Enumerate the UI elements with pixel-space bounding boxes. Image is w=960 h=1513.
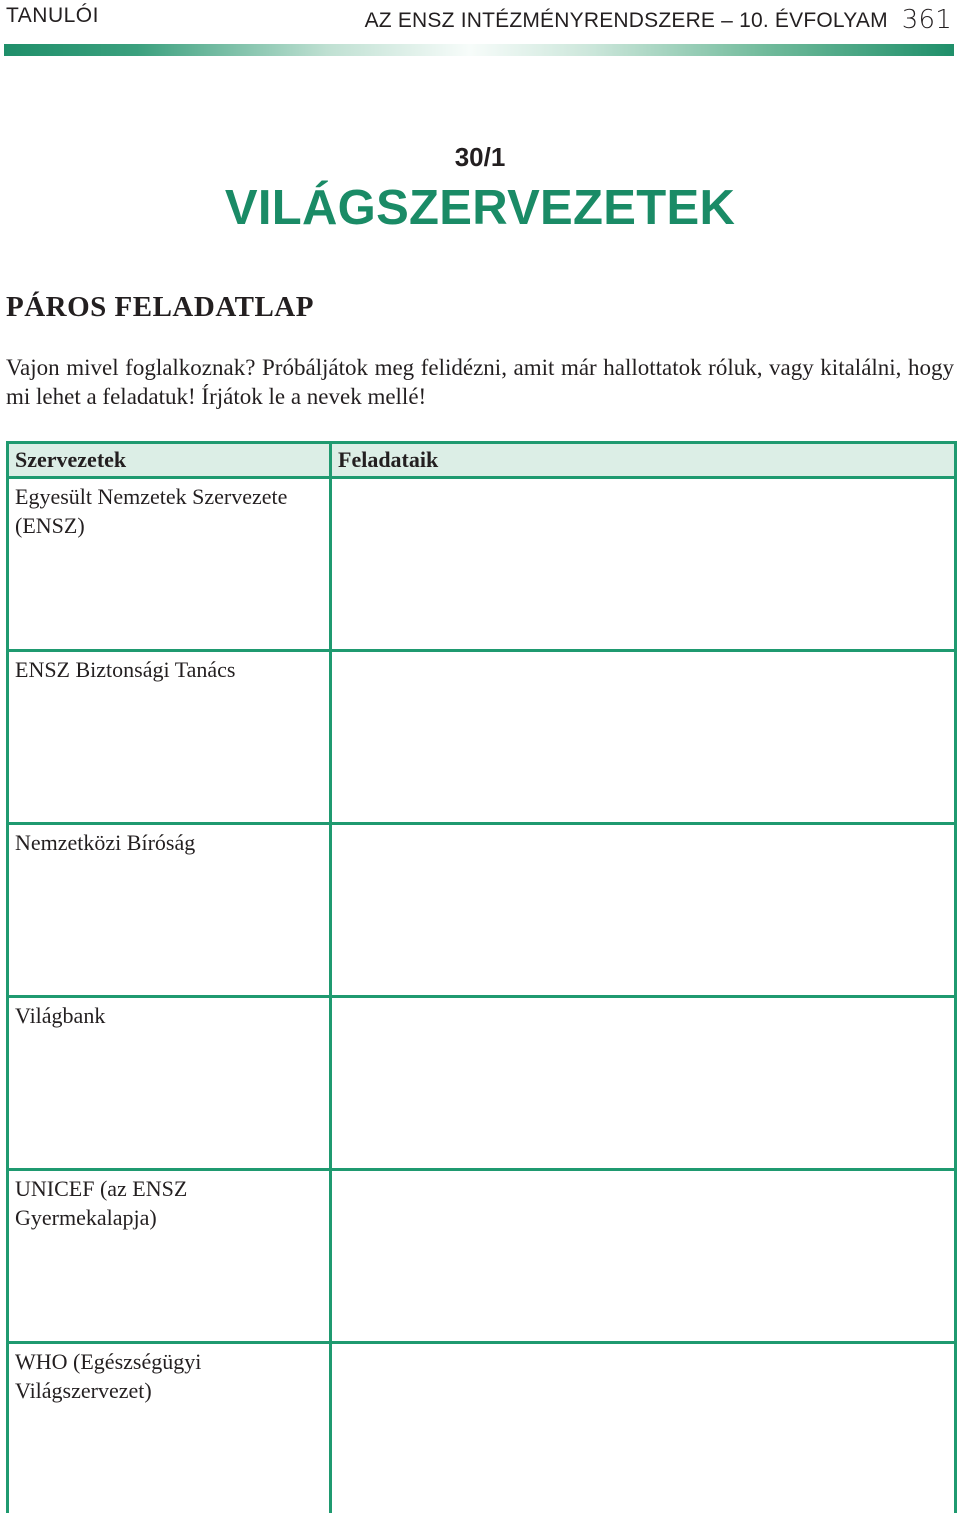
organization-cell: Nemzetközi Bíróság (8, 824, 331, 997)
task-answer-cell[interactable] (331, 824, 956, 997)
page-title: VILÁGSZERVEZETEK (224, 181, 736, 235)
table-row (8, 824, 956, 997)
task-answer-cell[interactable] (331, 651, 956, 824)
header-right-label (365, 4, 952, 34)
task-answer-cell[interactable] (331, 1170, 956, 1343)
header-course-title: AZ ENSZ INTÉZMÉNYRENDSZERE – 10. ÉVFOLYAM (364, 9, 888, 32)
organization-cell: Egyesült Nemzetek Szervezete (ENSZ) (8, 478, 331, 651)
organization-cell: Világbank (8, 997, 331, 1170)
task-answer-cell[interactable] (331, 997, 956, 1170)
table-row (8, 651, 956, 824)
header-gradient-rule (4, 44, 954, 56)
header-left-label: TANULÓI (6, 4, 99, 27)
page-number: 361 (901, 5, 952, 35)
organization-cell: ENSZ Biztonsági Tanács (8, 651, 331, 824)
task-answer-cell[interactable] (331, 478, 956, 651)
task-answer-cell[interactable] (331, 1343, 956, 1513)
table-row (8, 478, 956, 651)
running-head (6, 0, 952, 34)
worksheet-table (6, 441, 957, 1513)
column-header-organizations: Szervezetek (8, 443, 331, 478)
instructions-text: Vajon mivel foglalkoznak? Próbáljátok meg felidézni, amit már hallottatok róluk, vagy kitalálni, hogy mi lehet a feladatuk! Írjátok le a nevek mellé! (6, 355, 954, 409)
table-header-row (8, 443, 956, 478)
table-row (8, 1343, 956, 1513)
column-header-tasks: Feladataik (331, 443, 956, 478)
section-title: PÁROS FELADATLAP (6, 291, 314, 323)
table-row (8, 997, 956, 1170)
organization-cell: UNICEF (az ENSZ Gyermekalapja) (8, 1170, 331, 1343)
lesson-number: 30/1 (454, 142, 506, 172)
organization-cell: WHO (Egészségügyi Világszervezet) (8, 1343, 331, 1513)
table-row (8, 1170, 956, 1343)
